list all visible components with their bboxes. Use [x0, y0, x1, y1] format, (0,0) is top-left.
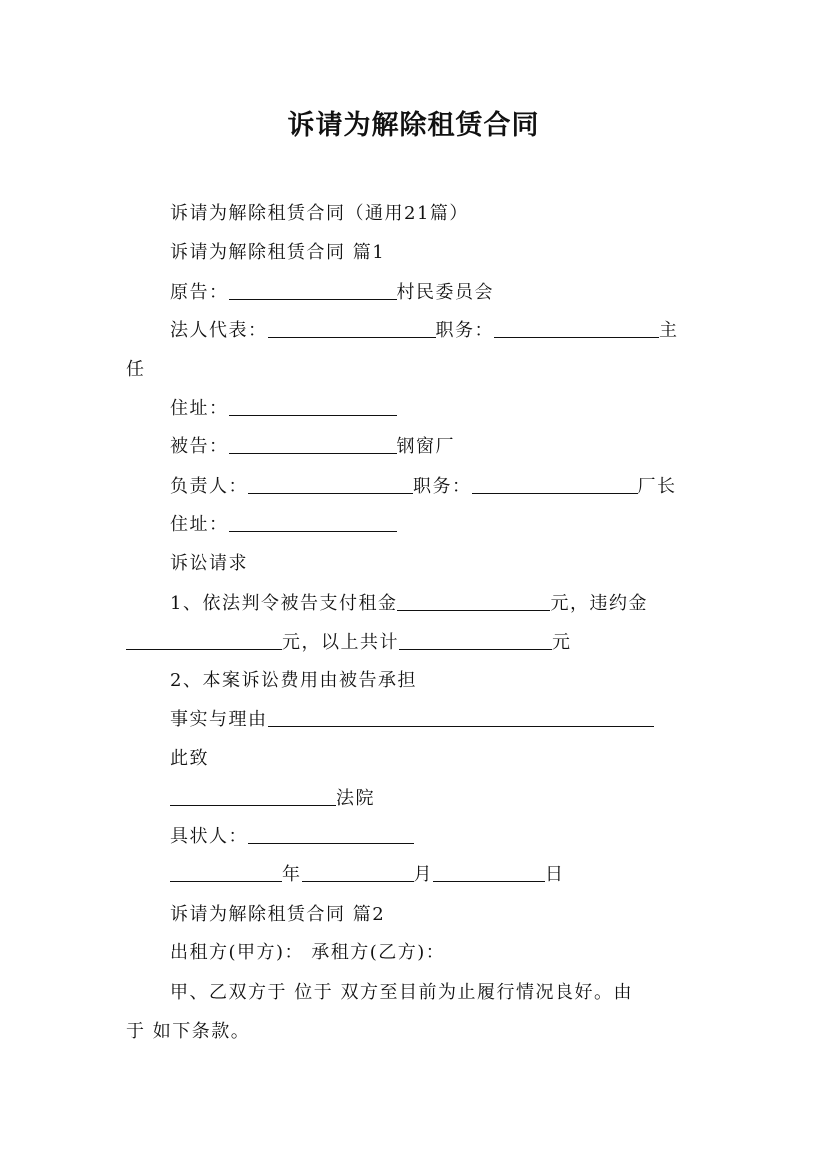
position-label: 职务： [435, 320, 494, 341]
blank-field [472, 475, 638, 494]
paragraph-cont: 于 如下条款。 [126, 1021, 251, 1042]
court-line [170, 784, 375, 810]
claim1-penalty: 元，违约金 [550, 593, 648, 614]
day-label: 日 [545, 864, 565, 885]
plaintiff-sign-line [170, 822, 414, 848]
section-heading-1: 诉请为解除租赁合同 篇1 [170, 242, 386, 263]
doc-subtitle: 诉请为解除租赁合同（通用21篇） [170, 203, 469, 224]
blank-field [302, 863, 414, 882]
facts-label: 事实与理由 [170, 709, 268, 730]
position-value-cont: 任 [126, 359, 146, 380]
blank-field [268, 708, 654, 727]
legal-rep-line [170, 316, 679, 342]
blank-field [229, 435, 397, 454]
court-suffix: 法院 [336, 788, 375, 809]
position2-value: 厂长 [637, 476, 677, 497]
plaintiff-suffix: 村民委员会 [396, 282, 494, 303]
responsible-line [170, 472, 677, 498]
address2-line [170, 510, 397, 536]
blank-field [433, 863, 545, 882]
address-label: 住址： [170, 398, 229, 419]
blank-field [248, 475, 413, 494]
plaintiff-label: 原告： [170, 282, 229, 303]
blank-field [170, 787, 336, 806]
parties-line: 出租方(甲方)： 承租方(乙方)： [170, 942, 446, 963]
paragraph-line: 甲、乙双方于 位于 双方至目前为止履行情况良好。由 [170, 982, 633, 1003]
plaintiff-sign-label: 具状人： [170, 826, 248, 847]
legal-rep-label: 法人代表： [170, 320, 268, 341]
address2-label: 住址： [170, 514, 229, 535]
blank-field [248, 825, 414, 844]
section-heading-2: 诉请为解除租赁合同 篇2 [170, 904, 386, 925]
defendant-label: 被告： [170, 436, 229, 457]
defendant-line [170, 432, 455, 458]
position-value: 主 [659, 320, 679, 341]
facts-line [170, 705, 654, 731]
blank-field [229, 397, 397, 416]
claim2-line: 2、本案诉讼费用由被告承担 [170, 670, 417, 691]
blank-field [494, 319, 659, 338]
blank-field [229, 513, 397, 532]
position2-label: 职务： [413, 476, 472, 497]
defendant-suffix: 钢窗厂 [396, 436, 455, 457]
claim1-line [170, 589, 648, 615]
blank-field [229, 281, 397, 300]
blank-field [126, 631, 282, 650]
claim1-text: 1、依法判令被告支付租金 [170, 593, 398, 614]
blank-field [170, 863, 282, 882]
claims-heading: 诉讼请求 [170, 553, 248, 574]
blank-field [268, 319, 436, 338]
plaintiff-line [170, 278, 494, 304]
year-label: 年 [282, 864, 302, 885]
blank-field [397, 592, 550, 611]
salutation: 此致 [170, 748, 209, 769]
responsible-label: 负责人： [170, 476, 248, 497]
claim1-unit: 元 [552, 632, 572, 653]
claim1-total: 元，以上共计 [282, 632, 399, 653]
address-line [170, 394, 397, 420]
claim1-cont [126, 628, 572, 654]
month-label: 月 [413, 864, 433, 885]
blank-field [399, 631, 552, 650]
date-line [170, 860, 565, 886]
document-title: 诉请为解除租赁合同 [287, 110, 540, 141]
